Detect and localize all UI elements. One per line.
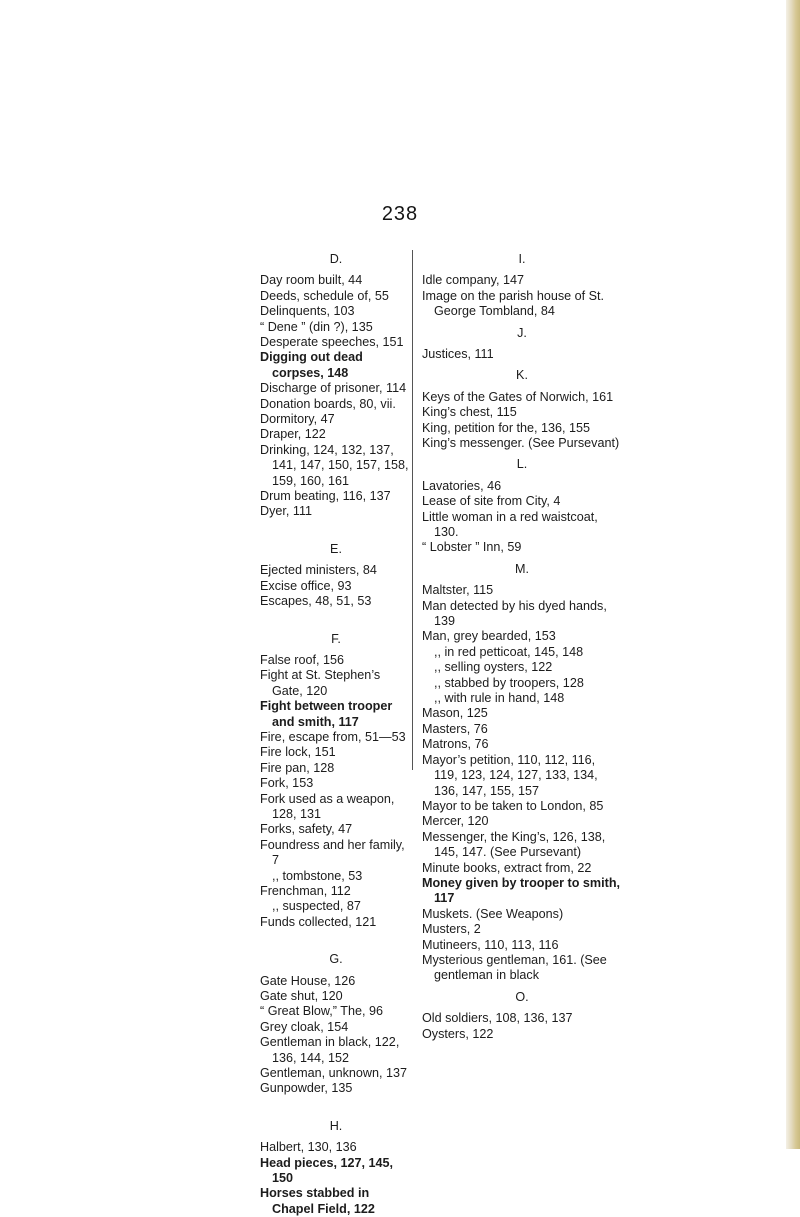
index-entry: Gunpowder, 135 bbox=[260, 1081, 353, 1096]
index-entry: Drinking, 124, 132, 137, 141, 147, 150, 157, 158, 159, 160, 161 bbox=[260, 442, 409, 488]
index-entry: Desperate speeches, 151 bbox=[260, 335, 404, 350]
section-heading-g: G. bbox=[329, 952, 343, 967]
section-heading-h: H. bbox=[329, 1118, 343, 1133]
index-entry: Mutineers, 110, 113, 116 bbox=[422, 937, 559, 952]
index-entry: Man detected by his dyed hands, 139 bbox=[422, 598, 607, 629]
section-e-entries bbox=[260, 563, 412, 609]
index-entry: Mayor’s petition, 110, 112, 116, 119, 123, 124, 127, 133, 134, 136, 147, 155, 157 bbox=[422, 752, 598, 798]
index-entry: Muskets. (See Weapons) bbox=[422, 906, 564, 921]
index-entry: Lavatories, 46 bbox=[422, 478, 502, 493]
index-entry: Gentleman, unknown, 137 bbox=[260, 1066, 408, 1081]
section-heading-e: E. bbox=[330, 541, 342, 556]
index-entry: Gate shut, 120 bbox=[260, 989, 343, 1003]
index-entry: Ejected ministers, 84 bbox=[260, 563, 377, 578]
index-entry: Fork used as a weapon, 128, 131 bbox=[260, 791, 395, 821]
index-entry: Escapes, 48, 51, 53 bbox=[260, 594, 372, 609]
section-g-entries bbox=[260, 974, 412, 1097]
index-entry: Digging out dead corpses, 148 bbox=[260, 350, 363, 380]
index-entry: Little woman in a red waistcoat, 130. bbox=[422, 509, 598, 540]
section-o-entries bbox=[422, 1011, 622, 1042]
index-entry: Old soldiers, 108, 136, 137 bbox=[422, 1011, 573, 1026]
index-sub-entry: ,, with rule in hand, 148 bbox=[434, 691, 565, 706]
section-heading-l: L. bbox=[516, 457, 528, 472]
index-entry: Discharge of prisoner, 114 bbox=[260, 381, 407, 396]
index-entry: Dormitory, 47 bbox=[260, 412, 335, 427]
index-entry: King’s chest, 115 bbox=[422, 405, 517, 420]
index-entry: Gentleman in black, 122, 136, 144, 152 bbox=[260, 1035, 400, 1065]
index-entry: King, petition for the, 136, 155 bbox=[422, 420, 591, 435]
index-entry: Mercer, 120 bbox=[422, 814, 489, 829]
index-entry: Draper, 122 bbox=[260, 427, 326, 442]
column-divider bbox=[412, 250, 413, 770]
index-entry: Delinquents, 103 bbox=[260, 304, 355, 319]
index-entry: Justices, 111 bbox=[422, 347, 494, 361]
index-entry: Fire lock, 151 bbox=[260, 745, 336, 760]
index-entry: Fire, escape from, 51—53 bbox=[260, 729, 406, 744]
index-entry: False roof, 156 bbox=[260, 652, 345, 667]
page-number: 238 bbox=[381, 203, 419, 225]
section-h-entries bbox=[260, 1140, 412, 1217]
index-entry: Money given by trooper to smith, 117 bbox=[422, 875, 621, 906]
index-entry: Matrons, 76 bbox=[422, 737, 489, 752]
index-sub-entry: ,, in red petticoat, 145, 148 bbox=[434, 644, 584, 659]
index-entry: Maltster, 115 bbox=[422, 583, 494, 598]
index-entry: Mason, 125 bbox=[422, 706, 488, 721]
section-heading-o: O. bbox=[515, 989, 529, 1004]
index-entry: “ Lobster ” Inn, 59 bbox=[422, 540, 522, 555]
index-sub-entry: ,, suspected, 87 bbox=[272, 899, 361, 914]
section-heading-i: I. bbox=[518, 252, 526, 266]
index-entry: Minute books, extract from, 22 bbox=[422, 860, 592, 875]
section-l-entries bbox=[422, 479, 622, 556]
section-f-entries bbox=[260, 653, 412, 930]
index-entry: Deeds, schedule of, 55 bbox=[260, 288, 389, 303]
section-j-entries bbox=[422, 347, 622, 362]
index-entry: Mayor to be taken to London, 85 bbox=[422, 798, 604, 813]
index-sub-entry: ,, stabbed by troopers, 128 bbox=[434, 675, 584, 690]
index-entry: Drum beating, 116, 137 bbox=[260, 489, 391, 504]
section-heading-d: D. bbox=[329, 252, 343, 266]
index-entry: Donation boards, 80, vii. bbox=[260, 396, 396, 411]
section-heading-f: F. bbox=[331, 631, 341, 646]
index-sub-entry: ,, tombstone, 53 bbox=[272, 868, 363, 883]
index-entry: Grey cloak, 154 bbox=[260, 1019, 349, 1034]
index-entry: Head pieces, 127, 145, 150 bbox=[260, 1155, 394, 1186]
section-k-entries bbox=[422, 390, 622, 452]
section-i-entries bbox=[422, 273, 622, 319]
index-entry: Fire pan, 128 bbox=[260, 760, 335, 775]
index-entry: Fight at St. Stephen’s Gate, 120 bbox=[260, 668, 381, 698]
index-entry: Fork, 153 bbox=[260, 776, 314, 791]
index-entry: Halbert, 130, 136 bbox=[260, 1140, 357, 1155]
section-d-entries bbox=[260, 273, 412, 520]
index-entry: Frenchman, 112 bbox=[260, 883, 351, 898]
index-entry: Image on the parish house of St. George Tombland, 84 bbox=[422, 288, 605, 319]
index-column-left bbox=[260, 252, 412, 1217]
index-entry: Mysterious gentleman, 161. (See gentleman in black bbox=[422, 952, 607, 983]
index-entry: Fight between trooper and smith, 117 bbox=[260, 699, 393, 729]
section-heading-m: M. bbox=[515, 561, 529, 576]
index-sub-entry: ,, selling oysters, 122 bbox=[434, 660, 553, 675]
index-entry: Messenger, the King’s, 126, 138, 145, 147. (See Pursevant) bbox=[422, 829, 606, 860]
index-entry: “ Dene ” (din ?), 135 bbox=[260, 319, 373, 334]
index-entry: Funds collected, 121 bbox=[260, 914, 377, 929]
index-entry: Musters, 2 bbox=[422, 922, 481, 937]
index-entry: Gate House, 126 bbox=[260, 973, 356, 988]
index-entry: Man, grey bearded, 153 bbox=[422, 629, 556, 644]
page-edge bbox=[786, 0, 800, 1149]
section-heading-j: J. bbox=[517, 325, 527, 340]
index-entry: King’s messenger. (See Pursevant) bbox=[422, 436, 620, 451]
index-entry: Dyer, 111 bbox=[260, 504, 313, 519]
index-entry: Lease of site from City, 4 bbox=[422, 494, 561, 509]
section-heading-k: K. bbox=[516, 368, 528, 383]
index-column-right bbox=[422, 252, 622, 1042]
index-entry: Day room built, 44 bbox=[260, 273, 363, 288]
index-entry: “ Great Blow,” The, 96 bbox=[260, 1004, 383, 1019]
index-entry: Foundress and her family, 7 bbox=[260, 837, 405, 868]
index-entry: Horses stabbed in Chapel Field, 122 bbox=[260, 1186, 375, 1216]
index-entry: Forks, safety, 47 bbox=[260, 822, 353, 837]
index-entry: Keys of the Gates of Norwich, 161 bbox=[422, 389, 614, 404]
section-m-entries bbox=[422, 583, 622, 984]
index-entry: Excise office, 93 bbox=[260, 578, 352, 593]
index-entry: Idle company, 147 bbox=[422, 273, 524, 288]
index-entry: Oysters, 122 bbox=[422, 1026, 494, 1041]
index-entry: Masters, 76 bbox=[422, 721, 488, 736]
